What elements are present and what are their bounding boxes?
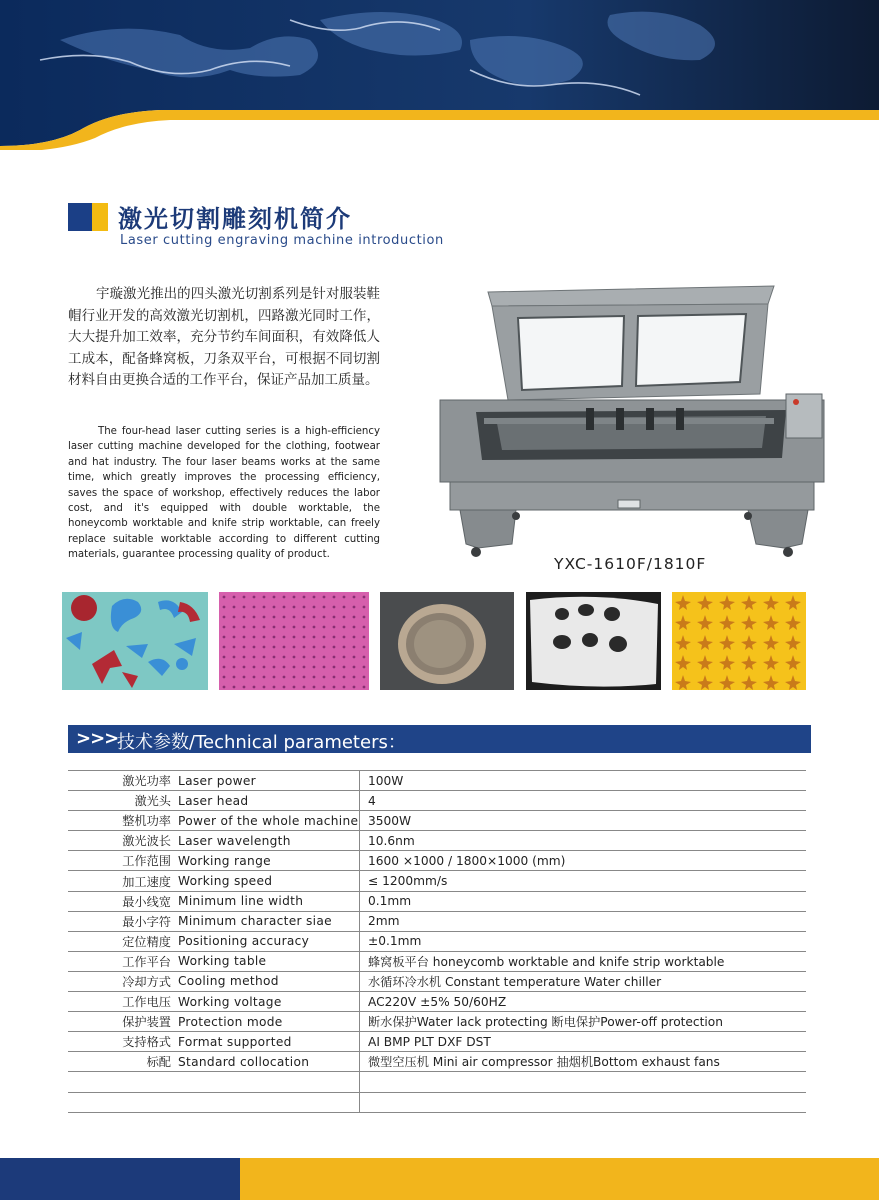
param-value: 10.6nm [360, 831, 807, 851]
param-name-cn [68, 1072, 175, 1092]
table-row [68, 1032, 806, 1052]
table-row [68, 992, 806, 1012]
param-name-en: Laser head [175, 791, 360, 811]
param-value [360, 1092, 807, 1112]
table-row [68, 811, 806, 831]
header-band [0, 0, 879, 150]
param-value [360, 1072, 807, 1092]
param-name-en: Cooling method [175, 971, 360, 991]
sample-yellow-pattern-image [672, 592, 806, 690]
param-name-cn: 激光头 [68, 791, 175, 811]
table-row [68, 971, 806, 991]
table-row [68, 951, 806, 971]
param-name-cn: 激光功率 [68, 771, 175, 791]
sample-felt-shapes-image [62, 592, 208, 690]
table-row [68, 891, 806, 911]
table-row [68, 1012, 806, 1032]
banner-arrows: >>> [76, 728, 119, 749]
param-value: 0.1mm [360, 891, 807, 911]
param-value: 2mm [360, 911, 807, 931]
param-name-cn: 工作电压 [68, 992, 175, 1012]
param-name-cn [68, 1092, 175, 1112]
machine-model-label: YXC-1610F/1810F [554, 555, 707, 573]
param-name-en: Working voltage [175, 992, 360, 1012]
param-name-en: Working speed [175, 871, 360, 891]
param-name-cn: 最小线宽 [68, 891, 175, 911]
param-name-cn: 加工速度 [68, 871, 175, 891]
table-row [68, 1072, 806, 1092]
param-name-en: Minimum line width [175, 891, 360, 911]
param-name-en: Protection mode [175, 1012, 360, 1032]
param-value: 4 [360, 791, 807, 811]
footer-band [0, 1158, 879, 1200]
param-value: ±0.1mm [360, 931, 807, 951]
param-name-en: Working range [175, 851, 360, 871]
param-value: 水循环冷水机 Constant temperature Water chiller [360, 971, 807, 991]
sample-fur-circle-image [380, 592, 514, 690]
param-value: 断水保护Water lack protecting 断电保护Power-off protection [360, 1012, 807, 1032]
param-value: 3500W [360, 811, 807, 831]
param-name-cn: 支持格式 [68, 1032, 175, 1052]
table-row [68, 771, 806, 791]
param-name-cn: 冷却方式 [68, 971, 175, 991]
param-value: 蜂窝板平台 honeycomb worktable and knife strip worktable [360, 951, 807, 971]
param-name-cn: 整机功率 [68, 811, 175, 831]
table-row [68, 871, 806, 891]
laser-machine-image [436, 282, 832, 560]
param-value: AC220V ±5% 50/60HZ [360, 992, 807, 1012]
param-name-en: Positioning accuracy [175, 931, 360, 951]
section-title-mark [68, 203, 108, 231]
param-name-cn: 标配 [68, 1052, 175, 1072]
table-row [68, 1092, 806, 1112]
param-name-en [175, 1092, 360, 1112]
table-row [68, 931, 806, 951]
param-name-cn: 工作平台 [68, 951, 175, 971]
param-name-en: Format supported [175, 1032, 360, 1052]
section-title-en: Laser cutting engraving machine introduction [120, 233, 444, 248]
param-name-en [175, 1072, 360, 1092]
param-value: ≤ 1200mm/s [360, 871, 807, 891]
table-row [68, 791, 806, 811]
section-title-cn: 激光切割雕刻机简介 [118, 205, 352, 233]
table-row [68, 851, 806, 871]
param-name-en: Power of the whole machine [175, 811, 360, 831]
param-name-en: Laser wavelength [175, 831, 360, 851]
param-name-cn: 保护装置 [68, 1012, 175, 1032]
param-value: 100W [360, 771, 807, 791]
param-name-cn: 最小字符 [68, 911, 175, 931]
sample-white-fur-cutouts-image [526, 592, 661, 690]
table-row [68, 1052, 806, 1072]
param-name-en: Working table [175, 951, 360, 971]
intro-text-cn: 宇璇激光推出的四头激光切割系列是针对服装鞋帽行业开发的高效激光切割机，四路激光同时工作，大大提升加工效率，充分节约车间面积，有效降低人工成本，配备蜂窝板，刀条双平台，可根据不同切割材料自由更换合适的工作平台，保证产品加工质量。 [68, 286, 380, 388]
param-value: 1600 ×1000 / 1800×1000 (mm) [360, 851, 807, 871]
tech-params-heading: 技术参数/Technical parameters： [117, 732, 406, 753]
param-name-en: Minimum character siae [175, 911, 360, 931]
sample-pink-perforated-image [219, 592, 369, 690]
param-name-en: Laser power [175, 771, 360, 791]
tech-params-table [68, 770, 806, 1113]
tech-params-banner [68, 725, 811, 753]
param-value: 微型空压机 Mini air compressor 抽烟机Bottom exhaust fans [360, 1052, 807, 1072]
param-name-cn: 工作范围 [68, 851, 175, 871]
param-name-cn: 激光波长 [68, 831, 175, 851]
world-map-banner [0, 0, 879, 150]
table-row [68, 831, 806, 851]
intro-text-en: The four-head laser cutting series is a high-efficiency laser cutting machine developed for the clothing, footwear and hat industry. The four laser beams works at the same time, which greatly improves the processing efficiency, saves the space of workshop, effectively reduces the labor cost, and it's equipped with double worktable, the honeycomb worktable and knife strip worktable, can freely replace suitable worktable according to different cutting materials, guarantee processing quality of product. [68, 426, 380, 561]
param-name-cn: 定位精度 [68, 931, 175, 951]
param-value: AI BMP PLT DXF DST [360, 1032, 807, 1052]
table-row [68, 911, 806, 931]
param-name-en: Standard collocation [175, 1052, 360, 1072]
